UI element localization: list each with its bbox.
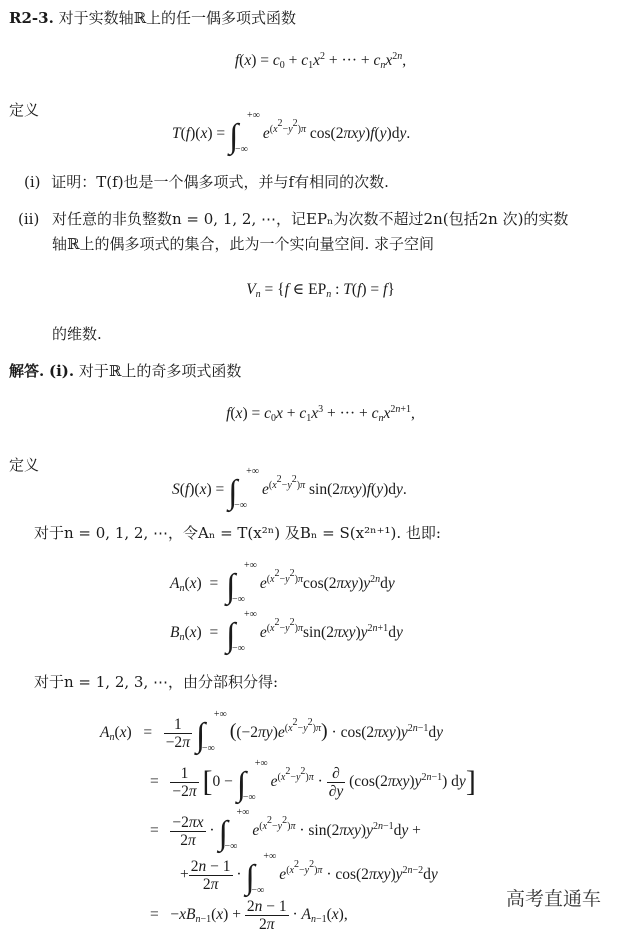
derivation-line-3: = $\frac{-2\pi x}{2\pi}$ · ∫ +∞ −∞ $e^{(x^2-y^2)\pi} \cdot \sin(2\pi xy)y^{2n-1}dy$ +	[150, 807, 421, 853]
even-polynomial-equation: $f(x) = c_0 + c_1x^2$ + ··· + $c_nx^{2n}$,	[234, 51, 407, 71]
define-label-1: 定义	[9, 101, 40, 119]
answer-label: 解答.	[9, 362, 45, 380]
problem-label: R2-3.	[9, 9, 54, 27]
part-i	[24, 172, 389, 192]
transform-S-equation: S(f)(x) = ∫ +∞ −∞ $e^{(x^2-y^2)\pi}$ sin(2πxy)f(y)dy.	[172, 466, 407, 511]
subspace-equation: $V_n = \{f$ ∈ $EP_n$ : T(f) = f}	[246, 281, 395, 300]
answer-intro: 对于ℝ上的奇多项式函数	[78, 362, 242, 380]
derivation-line-4: + $\frac{2n - 1}{2\pi}$ · ∫ +∞ −∞ $e^{(x^2-y^2)\pi} \cdot \cos(2\pi xy)y^{2n-2}dy$	[180, 851, 438, 897]
derivation-line-1: $A_n(x)$ = $\frac{1}{-2\pi}$ ∫ +∞ −∞ $((-2\pi y)e^{(x^2-y^2)\pi}) \cdot \cos(2\pi xy)y^{2n-1}dy$	[100, 709, 444, 755]
Bn-definition: $B_n(x)$ = ∫ +∞ −∞ $e^{(x^2-y^2)\pi}\sin(2\pi xy)y^{2n+1}dy$	[170, 609, 403, 654]
derivation-line-5: = $-xB_{n-1}(x)$ + $\frac{2n - 1}{2\pi}$ · $A_{n-1}(x)$,	[150, 898, 348, 933]
answer-part: (i).	[49, 362, 75, 380]
part-ii-tail: 的维数.	[52, 325, 102, 343]
part-i-text: 证明：T(f)也是一个偶多项式，并与f有相同的次数.	[51, 173, 389, 191]
define-label-2: 定义	[9, 456, 40, 474]
watermark: 高考直通车	[506, 888, 602, 910]
part-i-number: (i)	[24, 173, 41, 191]
transform-T-equation: T(f)(x) = ∫ +∞ −∞ $e^{(x^2-y^2)\pi}$ cos(2πxy)f(y)dy.	[172, 110, 411, 155]
parts-line: 对于n = 1, 2, 3, ⋯，由分部积分得:	[34, 673, 279, 691]
part-ii-line1: 对任意的非负整数n = 0, 1, 2, ⋯，记EPₙ为次数不超过2n(包括2n 次)的实数	[52, 210, 569, 228]
odd-polynomial-equation: $f(x) = c_0x + c_1x^3$ + ··· + $c_nx^{2n+1}$,	[226, 404, 415, 424]
derivation-line-2: = $\frac{1}{-2\pi}$ [0 − ∫ +∞ −∞ $e^{(x^2-y^2)\pi}$ · $\frac{\partial}{\partial y}$ $(\cos(2\pi xy)y^{2n-1})$ dy]	[150, 758, 476, 804]
part-ii-number: (ii)	[18, 210, 40, 228]
problem-statement: 对于实数轴ℝ上的任一偶多项式函数	[58, 9, 297, 27]
problem-heading	[9, 8, 296, 28]
let-line: 对于n = 0, 1, 2, ⋯，令Aₙ = T(x²ⁿ) 及Bₙ = S(x²ⁿ⁺¹). 也即:	[34, 524, 441, 542]
part-ii-line2: 轴ℝ上的偶多项式的集合，此为一个实向量空间. 求子空间	[52, 235, 435, 253]
An-definition: $A_n(x)$ = ∫ +∞ −∞ $e^{(x^2-y^2)\pi}\cos(2\pi xy)y^{2n}dy$	[170, 560, 395, 605]
answer-heading	[9, 361, 241, 381]
